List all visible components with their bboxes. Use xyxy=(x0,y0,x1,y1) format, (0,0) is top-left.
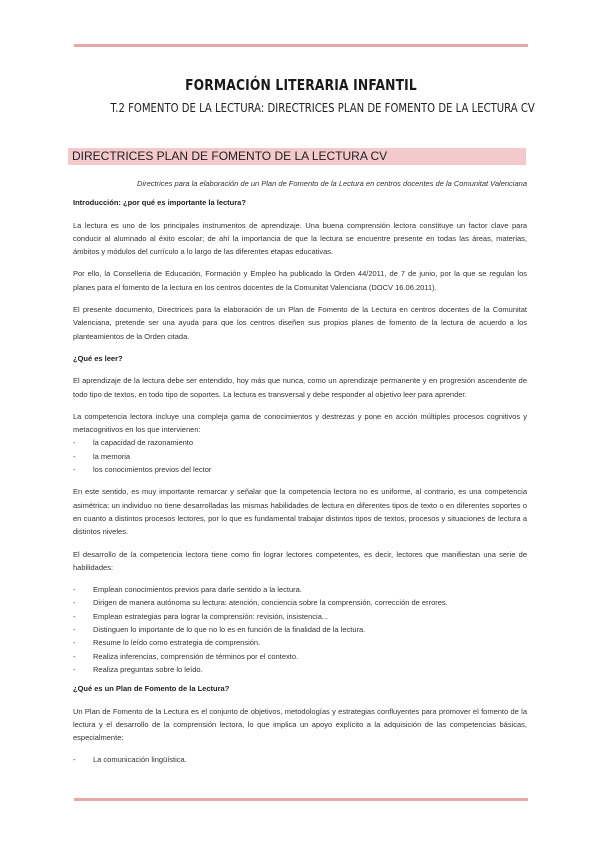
intro-paragraph-1: La lectura es uno de los principales instrumentos de aprendizaje. Una buena comprensión lectora constituye un factor clave para conducir al alumnado al éxito escolar; de ahí la importancia de que la lectura se encuentre presente en todas las áreas, materias, ámbitos y módulos del currículo a lo largo de las diferentes etapas educativas. xyxy=(73,220,527,257)
intro-paragraph-2: Por ello, la Conselleria de Educación, Formación y Empleo ha publicado la Orden 44/2011, de 7 de junio, por la que se regulan los planes para el fomento de la lectura en los centros docentes de la Comunitat Valenciana (DOCV 16.06.2011). xyxy=(73,269,527,292)
list-item: - la memoria xyxy=(73,450,527,463)
plan-paragraph-1: Un Plan de Fomento de la Lectura es el conjunto de objetivos, metodologías y estrategias confluyentes para promover el fomento de la lectura y el desarrollo de la comprensión lectora, lo que implica un apoyo explícito a la adquisición de las competencias básicas, especialmente: xyxy=(73,706,527,743)
page-title: FORMACIÓN LITERARIA INFANTIL xyxy=(185,76,417,94)
list-item: - Emplean conocimientos previos para darle sentido a la lectura. xyxy=(73,583,527,596)
list-item: - Dirigen de manera autónoma su lectura: atención, conciencia sobre la comprensión, corrección de errores. xyxy=(73,596,527,609)
document-body xyxy=(73,177,527,767)
top-rule xyxy=(74,44,528,47)
bottom-rule xyxy=(74,798,528,801)
section-subtitle: Directrices para la elaboración de un Plan de Fomento de la Lectura en centros docentes de la Comunitat Valenciana xyxy=(137,179,527,188)
page-header xyxy=(74,76,535,115)
list-item: - La comunicación lingüística. xyxy=(73,753,527,766)
leer-paragraph-4: El desarrollo de la competencia lectora tiene como fin lograr lectores competentes, es decir, lectores que manifiestan una serie de habilidades: xyxy=(73,549,527,572)
competences-list xyxy=(73,753,527,766)
skills-list xyxy=(73,583,527,676)
plan-heading: ¿Qué es un Plan de Fomento de la Lectura? xyxy=(73,684,230,694)
leer-paragraph-1: El aprendizaje de la lectura debe ser entendido, hoy más que nunca, como un aprendizaje permanente y en progresión ascendente de todo tipo de textos, en todo tipo de soportes. La lectura es transversal y debe responder al objetivo leer para aprender. xyxy=(73,376,527,399)
list-item: - la capacidad de razonamiento xyxy=(73,436,527,449)
list-item: - Emplean estrategias para lograr la comprensión: revisión, insistencia... xyxy=(73,610,527,623)
leer-heading: ¿Qué es leer? xyxy=(73,353,123,363)
leer-paragraph-2: La competencia lectora incluye una compleja gama de conocimientos y destrezas y pone en acción múltiples procesos cognitivos y metacognitivos en los que intervienen: xyxy=(73,411,527,435)
page-subtitle: T.2 FOMENTO DE LA LECTURA: DIRECTRICES PLAN DE FOMENTO DE LA LECTURA CV xyxy=(110,101,535,115)
intro-heading: Introducción: ¿por qué es importante la lectura? xyxy=(73,198,246,208)
list-item: - Realiza preguntas sobre lo leído. xyxy=(73,663,527,676)
list-item: - los conocimientos previos del lector xyxy=(73,463,527,476)
list-item: - Resume lo leído como estrategia de comprensión. xyxy=(73,636,527,649)
section-title: DIRECTRICES PLAN DE FOMENTO DE LA LECTURA CV xyxy=(72,149,388,163)
intro-paragraph-3: El presente documento, Directrices para la elaboración de un Plan de Fomento de la Lectura en centros docentes de la Comunitat Valenciana, pretende ser una ayuda para que los centros diseñen sus propios planes de fomento de la lectura de acuerdo a los planteamientos de la Orden citada. xyxy=(73,305,527,341)
list-item: - Distinguen lo importante de lo que no lo es en función de la finalidad de la lectura. xyxy=(73,623,527,636)
leer-paragraph-3: En este sentido, es muy importante remarcar y señalar que la competencia lectora no es uniforme, al contrario, es una competencia asimétrica: un individuo no tiene desarrolladas las mismas habilidades de lectura en diferentes tipos de texto o en diferentes soportes o en cuanto a distintos procesos lectores, por lo que es fundamental trabajar distintos tipos de textos, procesos y situaciones de lectura a distintos niveles. xyxy=(73,487,527,537)
processes-list xyxy=(73,436,527,476)
list-item: - Realiza inferencias, comprensión de términos por el contexto. xyxy=(73,650,527,663)
